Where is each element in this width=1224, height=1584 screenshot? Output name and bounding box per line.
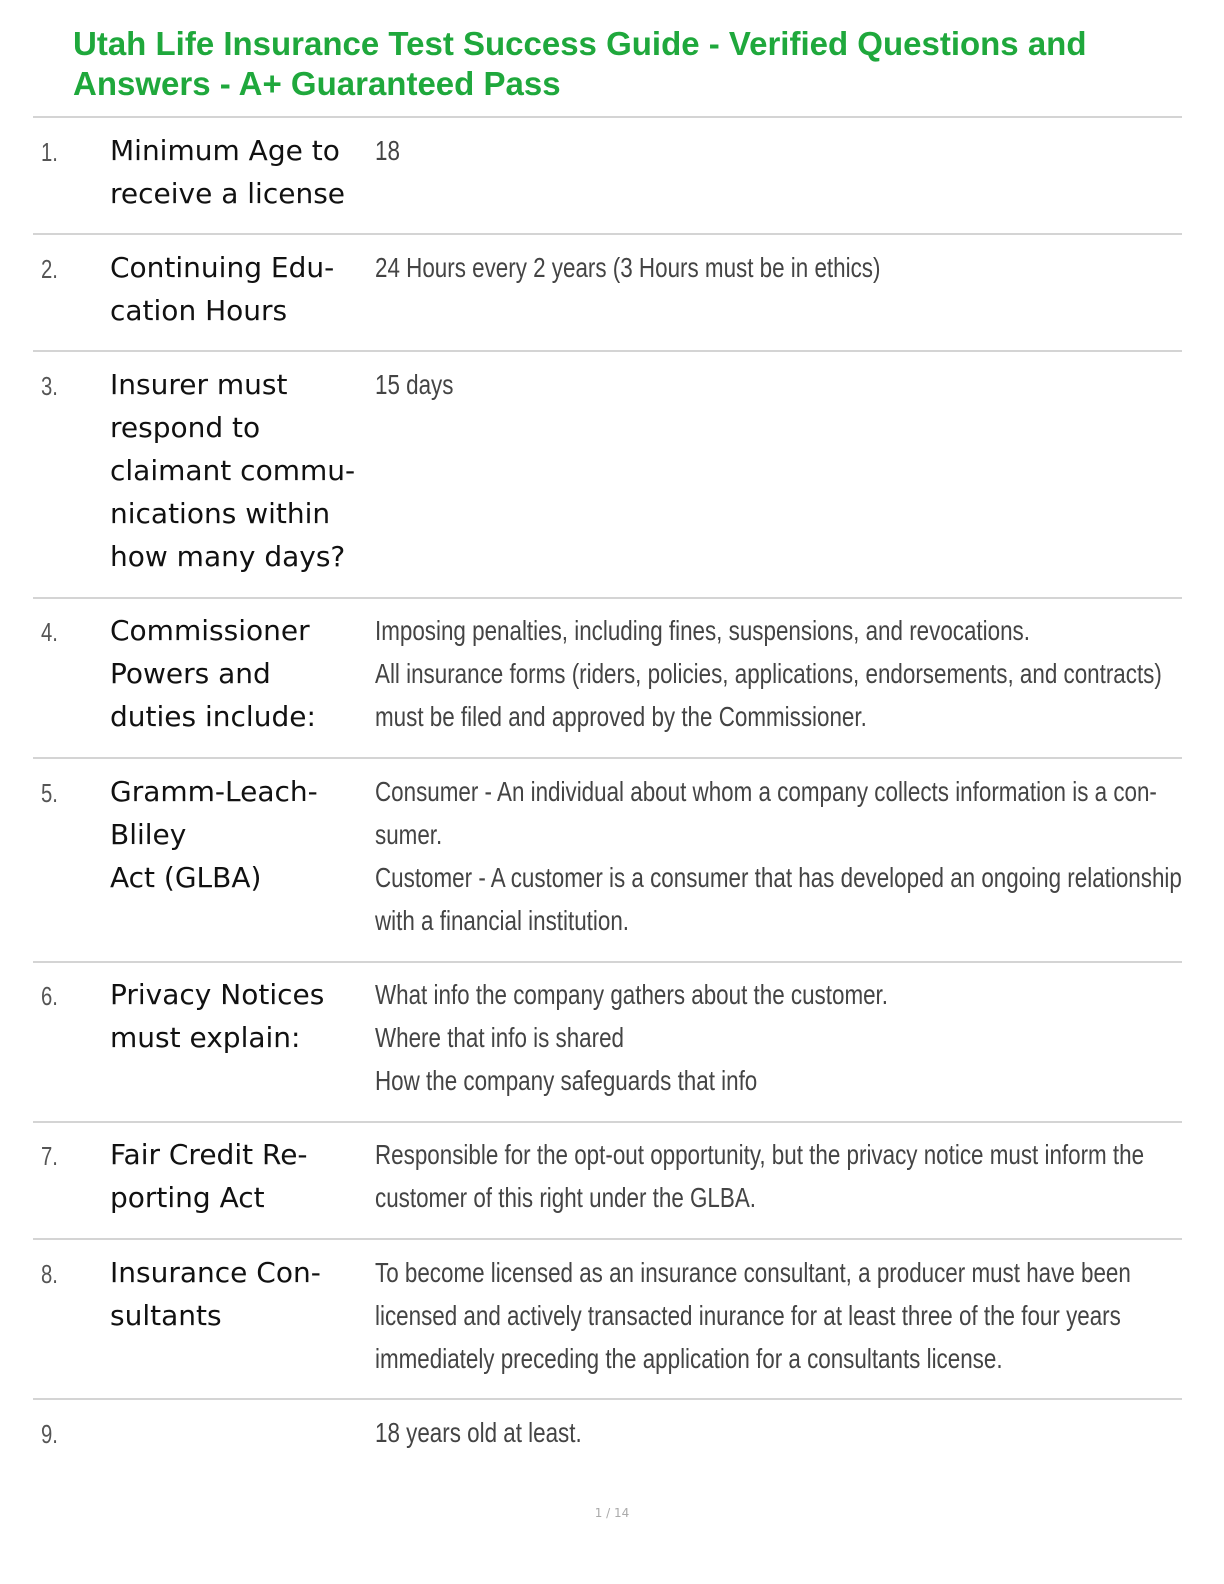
divider (33, 597, 1182, 599)
answer-line: Responsible for the opt-out opportunity, but the privacy notice must inform the (375, 1139, 1145, 1170)
item-term: Minimum Age to receive a license (110, 134, 346, 210)
answer-line: 18 (375, 135, 400, 166)
item-number: 9. (41, 1419, 58, 1449)
divider (33, 1121, 1182, 1123)
item-term: Insurer must respond to claimant commu- nications within how many days? (110, 368, 356, 573)
answer-line: Where that info is shared (375, 1022, 625, 1053)
item-answer (375, 363, 1169, 406)
answer-line: 18 years old at least. (375, 1417, 582, 1448)
item-term: Gramm-Leach-Bliley Act (GLBA) (110, 775, 318, 894)
item-answer (375, 973, 1169, 1102)
divider (33, 233, 1182, 235)
answer-line: customer of this right under the GLBA. (375, 1182, 756, 1213)
item-number: 6. (41, 981, 58, 1011)
item-number: 8. (41, 1259, 58, 1289)
item-number: 3. (41, 371, 58, 401)
answer-line: immediately preceding the application for a consultants license. (375, 1343, 1003, 1374)
item-number: 7. (41, 1141, 58, 1171)
item-answer (375, 246, 1169, 289)
answer-line: must be filed and approved by the Commissioner. (375, 701, 867, 732)
item-answer (375, 609, 1169, 738)
answer-line: sumer. (375, 819, 443, 850)
divider (33, 961, 1182, 963)
item-term: Fair Credit Re- porting Act (110, 1138, 308, 1214)
divider (33, 116, 1182, 118)
item-number: 1. (41, 137, 58, 167)
answer-line: 15 days (375, 369, 454, 400)
item-answer (375, 770, 1182, 942)
answer-line: Customer - A customer is a consumer that has developed an ongoing relationship (375, 862, 1182, 893)
item-number: 2. (41, 254, 58, 284)
document-title: Utah Life Insurance Test Success Guide - Verified Questions and Answers - A+ Guaranteed Pass (73, 25, 1087, 102)
item-answer (375, 129, 1169, 172)
item-term: Privacy Notices must explain: (110, 978, 325, 1054)
item-number: 5. (41, 778, 58, 808)
item-number: 4. (41, 617, 58, 647)
answer-line: 24 Hours every 2 years (3 Hours must be in ethics) (375, 252, 881, 283)
answer-line: How the company safeguards that info (375, 1065, 758, 1096)
answer-line: Consumer - An individual about whom a company collects information is a con- (375, 776, 1157, 807)
item-term: Continuing Edu- cation Hours (110, 251, 335, 327)
item-term: Insurance Con- sultants (110, 1256, 321, 1332)
item-term: Commissioner Powers and duties include: (110, 614, 316, 733)
divider (33, 757, 1182, 759)
divider (33, 1238, 1182, 1240)
answer-line: Imposing penalties, including fines, suspensions, and revocations. (375, 615, 1030, 646)
answer-line: To become licensed as an insurance consultant, a producer must have been (375, 1257, 1131, 1288)
divider (33, 1398, 1182, 1400)
item-answer (375, 1251, 1169, 1380)
divider (33, 350, 1182, 352)
answer-line: licensed and actively transacted inurance for at least three of the four years (375, 1300, 1121, 1331)
page-number: 1 / 14 (594, 1506, 630, 1520)
answer-line: All insurance forms (riders, policies, applications, endorsements, and contracts) (375, 658, 1162, 689)
answer-line: with a financial institution. (375, 905, 630, 936)
item-answer (375, 1411, 1169, 1454)
item-answer (375, 1133, 1169, 1219)
answer-line: What info the company gathers about the customer. (375, 979, 889, 1010)
